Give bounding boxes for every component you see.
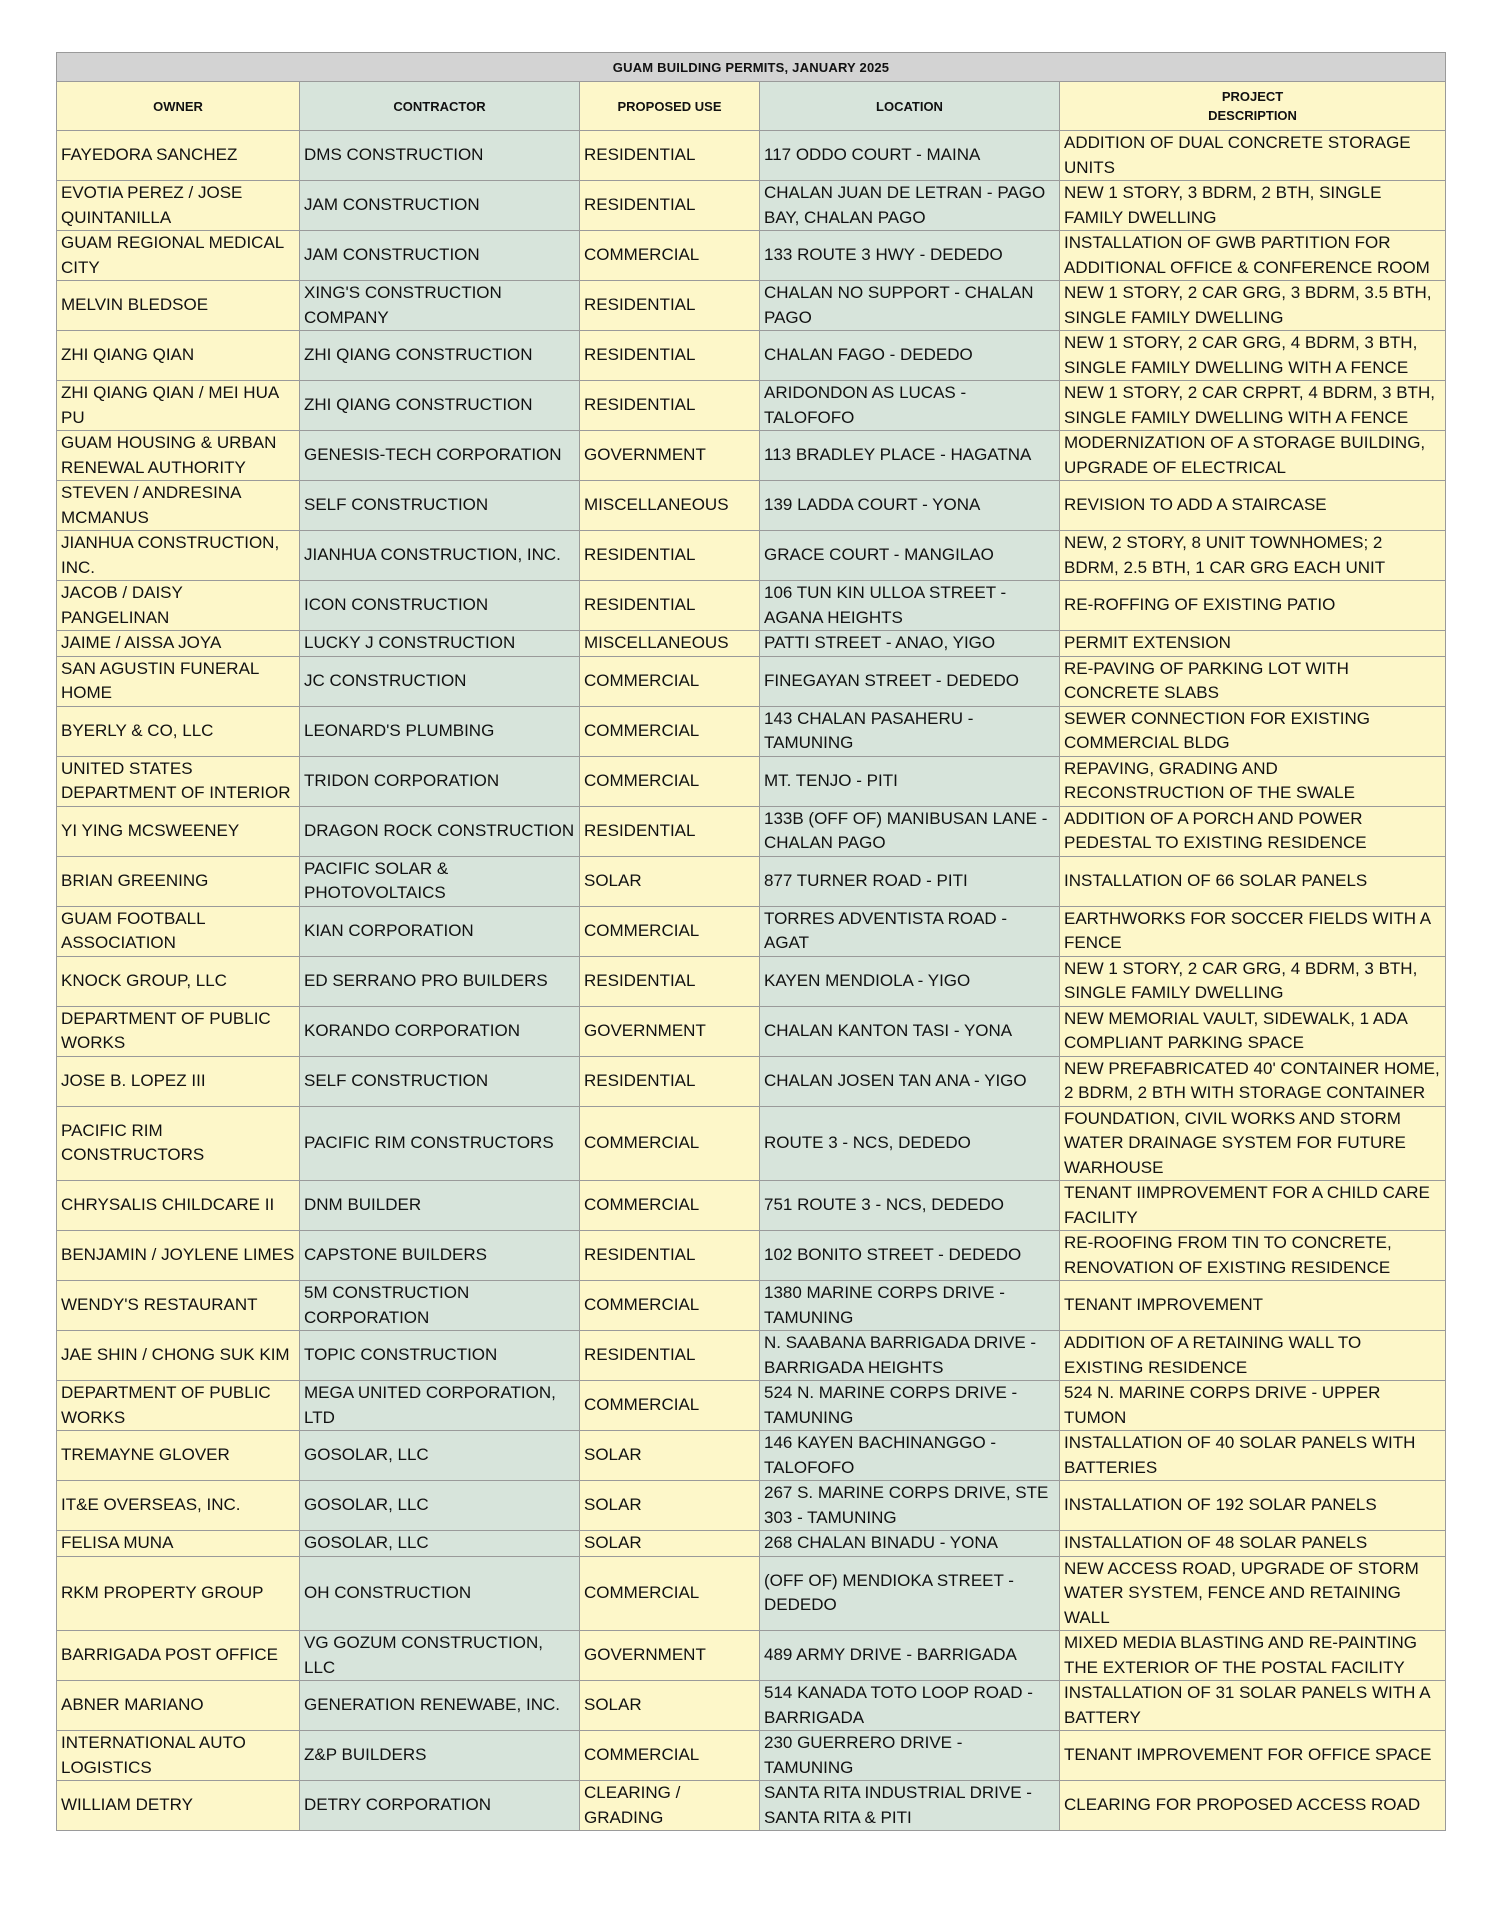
table-row [57, 481, 1446, 531]
table-row [57, 381, 1446, 431]
table-row [57, 581, 1446, 631]
cell-location: 268 CHALAN BINADU - YONA [760, 1531, 1060, 1557]
cell-location: 489 ARMY DRIVE - BARRIGADA [760, 1631, 1060, 1681]
cell-owner: CHRYSALIS CHILDCARE II [57, 1181, 300, 1231]
cell-owner: WENDY'S RESTAURANT [57, 1281, 300, 1331]
cell-proposed-use: SOLAR [580, 1531, 760, 1557]
table-row [57, 1431, 1446, 1481]
cell-proposed-use: COMMERCIAL [580, 1731, 760, 1781]
cell-contractor: PACIFIC SOLAR & PHOTOVOLTAICS [300, 856, 580, 906]
cell-location: ROUTE 3 - NCS, DEDEDO [760, 1106, 1060, 1181]
table-row [57, 1531, 1446, 1557]
table-row [57, 1106, 1446, 1181]
cell-project-description: CLEARING FOR PROPOSED ACCESS ROAD [1060, 1781, 1446, 1831]
cell-project-description: INSTALLATION OF 31 SOLAR PANELS WITH A BATTERY [1060, 1681, 1446, 1731]
cell-owner: STEVEN / ANDRESINA MCMANUS [57, 481, 300, 531]
table-row [57, 1481, 1446, 1531]
cell-project-description: EARTHWORKS FOR SOCCER FIELDS WITH A FENCE [1060, 906, 1446, 956]
cell-owner: GUAM REGIONAL MEDICAL CITY [57, 231, 300, 281]
cell-contractor: JAM CONSTRUCTION [300, 231, 580, 281]
cell-location: PATTI STREET - ANAO, YIGO [760, 631, 1060, 657]
cell-location: 751 ROUTE 3 - NCS, DEDEDO [760, 1181, 1060, 1231]
cell-owner: JOSE B. LOPEZ III [57, 1056, 300, 1106]
header-contractor: CONTRACTOR [300, 82, 580, 131]
cell-location: CHALAN NO SUPPORT - CHALAN PAGO [760, 281, 1060, 331]
cell-project-description: INSTALLATION OF 40 SOLAR PANELS WITH BATTERIES [1060, 1431, 1446, 1481]
cell-project-description: ADDITION OF DUAL CONCRETE STORAGE UNITS [1060, 131, 1446, 181]
cell-location: CHALAN JOSEN TAN ANA - YIGO [760, 1056, 1060, 1106]
cell-project-description: NEW ACCESS ROAD, UPGRADE OF STORM WATER SYSTEM, FENCE AND RETAINING WALL [1060, 1556, 1446, 1631]
cell-project-description: INSTALLATION OF 48 SOLAR PANELS [1060, 1531, 1446, 1557]
cell-location: CHALAN JUAN DE LETRAN - PAGO BAY, CHALAN PAGO [760, 181, 1060, 231]
table-row [57, 631, 1446, 657]
cell-location: 113 BRADLEY PLACE - HAGATNA [760, 431, 1060, 481]
cell-owner: FAYEDORA SANCHEZ [57, 131, 300, 181]
cell-contractor: KORANDO CORPORATION [300, 1006, 580, 1056]
cell-owner: JIANHUA CONSTRUCTION, INC. [57, 531, 300, 581]
header-project-description [1060, 82, 1446, 131]
cell-contractor: PACIFIC RIM CONSTRUCTORS [300, 1106, 580, 1181]
header-location: LOCATION [760, 82, 1060, 131]
table-row [57, 1281, 1446, 1331]
cell-contractor: LUCKY J CONSTRUCTION [300, 631, 580, 657]
cell-owner: SAN AGUSTIN FUNERAL HOME [57, 656, 300, 706]
cell-project-description: INSTALLATION OF GWB PARTITION FOR ADDITIONAL OFFICE & CONFERENCE ROOM [1060, 231, 1446, 281]
cell-contractor: XING'S CONSTRUCTION COMPANY [300, 281, 580, 331]
cell-location: 133 ROUTE 3 HWY - DEDEDO [760, 231, 1060, 281]
table-row [57, 906, 1446, 956]
cell-owner: EVOTIA PEREZ / JOSE QUINTANILLA [57, 181, 300, 231]
cell-owner: DEPARTMENT OF PUBLIC WORKS [57, 1006, 300, 1056]
cell-location: 267 S. MARINE CORPS DRIVE, STE 303 - TAMUNING [760, 1481, 1060, 1531]
table-row [57, 1731, 1446, 1781]
cell-location: ARIDONDON AS LUCAS - TALOFOFO [760, 381, 1060, 431]
cell-owner: WILLIAM DETRY [57, 1781, 300, 1831]
cell-proposed-use: RESIDENTIAL [580, 806, 760, 856]
cell-project-description: MODERNIZATION OF A STORAGE BUILDING, UPGRADE OF ELECTRICAL [1060, 431, 1446, 481]
cell-proposed-use: RESIDENTIAL [580, 1056, 760, 1106]
cell-location: TORRES ADVENTISTA ROAD - AGAT [760, 906, 1060, 956]
cell-proposed-use: GOVERNMENT [580, 431, 760, 481]
cell-proposed-use: COMMERCIAL [580, 756, 760, 806]
cell-owner: BYERLY & CO, LLC [57, 706, 300, 756]
cell-contractor: LEONARD'S PLUMBING [300, 706, 580, 756]
cell-contractor: CAPSTONE BUILDERS [300, 1231, 580, 1281]
cell-location: 1380 MARINE CORPS DRIVE - TAMUNING [760, 1281, 1060, 1331]
cell-location: 133B (OFF OF) MANIBUSAN LANE - CHALAN PAGO [760, 806, 1060, 856]
cell-proposed-use: RESIDENTIAL [580, 181, 760, 231]
cell-project-description: NEW 1 STORY, 2 CAR GRG, 4 BDRM, 3 BTH, SINGLE FAMILY DWELLING WITH A FENCE [1060, 331, 1446, 381]
cell-contractor: ZHI QIANG CONSTRUCTION [300, 381, 580, 431]
table-row [57, 131, 1446, 181]
cell-owner: JAIME / AISSA JOYA [57, 631, 300, 657]
table-row [57, 1181, 1446, 1231]
cell-contractor: GOSOLAR, LLC [300, 1431, 580, 1481]
cell-contractor: GOSOLAR, LLC [300, 1531, 580, 1557]
cell-location: GRACE COURT - MANGILAO [760, 531, 1060, 581]
cell-project-description: SEWER CONNECTION FOR EXISTING COMMERCIAL BLDG [1060, 706, 1446, 756]
table-row [57, 531, 1446, 581]
cell-contractor: DETRY CORPORATION [300, 1781, 580, 1831]
cell-location: N. SAABANA BARRIGADA DRIVE - BARRIGADA HEIGHTS [760, 1331, 1060, 1381]
table-row [57, 431, 1446, 481]
table-row [57, 1631, 1446, 1681]
table-row [57, 181, 1446, 231]
cell-proposed-use: SOLAR [580, 1431, 760, 1481]
cell-location: 117 ODDO COURT - MAINA [760, 131, 1060, 181]
cell-owner: ABNER MARIANO [57, 1681, 300, 1731]
cell-proposed-use: RESIDENTIAL [580, 381, 760, 431]
cell-contractor: KIAN CORPORATION [300, 906, 580, 956]
cell-project-description: NEW MEMORIAL VAULT, SIDEWALK, 1 ADA COMPLIANT PARKING SPACE [1060, 1006, 1446, 1056]
cell-location: 143 CHALAN PASAHERU - TAMUNING [760, 706, 1060, 756]
cell-owner: IT&E OVERSEAS, INC. [57, 1481, 300, 1531]
cell-proposed-use: SOLAR [580, 1681, 760, 1731]
cell-project-description: MIXED MEDIA BLASTING AND RE-PAINTING THE EXTERIOR OF THE POSTAL FACILITY [1060, 1631, 1446, 1681]
table-row [57, 856, 1446, 906]
cell-project-description: PERMIT EXTENSION [1060, 631, 1446, 657]
table-row [57, 1681, 1446, 1731]
cell-owner: GUAM HOUSING & URBAN RENEWAL AUTHORITY [57, 431, 300, 481]
cell-proposed-use: COMMERCIAL [580, 1181, 760, 1231]
cell-proposed-use: GOVERNMENT [580, 1006, 760, 1056]
cell-contractor: DMS CONSTRUCTION [300, 131, 580, 181]
cell-project-description: NEW, 2 STORY, 8 UNIT TOWNHOMES; 2 BDRM, 2.5 BTH, 1 CAR GRG EACH UNIT [1060, 531, 1446, 581]
cell-proposed-use: COMMERCIAL [580, 1106, 760, 1181]
cell-contractor: SELF CONSTRUCTION [300, 481, 580, 531]
cell-location: 230 GUERRERO DRIVE - TAMUNING [760, 1731, 1060, 1781]
table-row [57, 1381, 1446, 1431]
permits-table [56, 52, 1446, 1831]
cell-proposed-use: MISCELLANEOUS [580, 481, 760, 531]
cell-project-description: NEW 1 STORY, 2 CAR GRG, 4 BDRM, 3 BTH, SINGLE FAMILY DWELLING [1060, 956, 1446, 1006]
table-title: GUAM BUILDING PERMITS, JANUARY 2025 [57, 53, 1446, 82]
cell-location: 139 LADDA COURT - YONA [760, 481, 1060, 531]
cell-owner: TREMAYNE GLOVER [57, 1431, 300, 1481]
cell-project-description: NEW 1 STORY, 2 CAR CRPRT, 4 BDRM, 3 BTH, SINGLE FAMILY DWELLING WITH A FENCE [1060, 381, 1446, 431]
cell-owner: PACIFIC RIM CONSTRUCTORS [57, 1106, 300, 1181]
header-proposed-use: PROPOSED USE [580, 82, 760, 131]
cell-owner: ZHI QIANG QIAN [57, 331, 300, 381]
cell-contractor: OH CONSTRUCTION [300, 1556, 580, 1631]
cell-contractor: JC CONSTRUCTION [300, 656, 580, 706]
cell-contractor: DNM BUILDER [300, 1181, 580, 1231]
cell-owner: UNITED STATES DEPARTMENT OF INTERIOR [57, 756, 300, 806]
cell-project-description: RE-ROOFING FROM TIN TO CONCRETE, RENOVATION OF EXISTING RESIDENCE [1060, 1231, 1446, 1281]
cell-proposed-use: SOLAR [580, 856, 760, 906]
cell-proposed-use: RESIDENTIAL [580, 956, 760, 1006]
table-row [57, 231, 1446, 281]
cell-project-description: REVISION TO ADD A STAIRCASE [1060, 481, 1446, 531]
cell-owner: INTERNATIONAL AUTO LOGISTICS [57, 1731, 300, 1781]
cell-project-description: NEW 1 STORY, 3 BDRM, 2 BTH, SINGLE FAMILY DWELLING [1060, 181, 1446, 231]
cell-project-description: RE-ROFFING OF EXISTING PATIO [1060, 581, 1446, 631]
cell-project-description: INSTALLATION OF 66 SOLAR PANELS [1060, 856, 1446, 906]
cell-owner: DEPARTMENT OF PUBLIC WORKS [57, 1381, 300, 1431]
table-row [57, 706, 1446, 756]
header-row [57, 82, 1446, 131]
cell-project-description: RE-PAVING OF PARKING LOT WITH CONCRETE SLABS [1060, 656, 1446, 706]
cell-proposed-use: GOVERNMENT [580, 1631, 760, 1681]
cell-contractor: ZHI QIANG CONSTRUCTION [300, 331, 580, 381]
header-owner: OWNER [57, 82, 300, 131]
cell-contractor: 5M CONSTRUCTION CORPORATION [300, 1281, 580, 1331]
table-row [57, 1231, 1446, 1281]
cell-proposed-use: RESIDENTIAL [580, 1231, 760, 1281]
cell-owner: BENJAMIN / JOYLENE LIMES [57, 1231, 300, 1281]
cell-owner: MELVIN BLEDSOE [57, 281, 300, 331]
header-project-description-line2: DESCRIPTION [1208, 108, 1297, 123]
cell-owner: BARRIGADA POST OFFICE [57, 1631, 300, 1681]
cell-proposed-use: COMMERCIAL [580, 1556, 760, 1631]
table-row [57, 956, 1446, 1006]
cell-proposed-use: MISCELLANEOUS [580, 631, 760, 657]
title-row [57, 53, 1446, 82]
cell-location: 106 TUN KIN ULLOA STREET - AGANA HEIGHTS [760, 581, 1060, 631]
cell-project-description: NEW 1 STORY, 2 CAR GRG, 3 BDRM, 3.5 BTH, SINGLE FAMILY DWELLING [1060, 281, 1446, 331]
table-row [57, 1056, 1446, 1106]
cell-contractor: ICON CONSTRUCTION [300, 581, 580, 631]
cell-project-description: TENANT IMPROVEMENT FOR OFFICE SPACE [1060, 1731, 1446, 1781]
cell-project-description: TENANT IMPROVEMENT [1060, 1281, 1446, 1331]
cell-project-description: ADDITION OF A RETAINING WALL TO EXISTING RESIDENCE [1060, 1331, 1446, 1381]
cell-contractor: TRIDON CORPORATION [300, 756, 580, 806]
cell-location: KAYEN MENDIOLA - YIGO [760, 956, 1060, 1006]
cell-proposed-use: RESIDENTIAL [580, 281, 760, 331]
table-row [57, 331, 1446, 381]
cell-proposed-use: RESIDENTIAL [580, 531, 760, 581]
cell-project-description: REPAVING, GRADING AND RECONSTRUCTION OF THE SWALE [1060, 756, 1446, 806]
cell-contractor: GENESIS-TECH CORPORATION [300, 431, 580, 481]
table-row [57, 1331, 1446, 1381]
cell-contractor: GENERATION RENEWABE, INC. [300, 1681, 580, 1731]
cell-location: 877 TURNER ROAD - PITI [760, 856, 1060, 906]
header-project-description-line1: PROJECT [1221, 89, 1284, 104]
cell-owner: JAE SHIN / CHONG SUK KIM [57, 1331, 300, 1381]
cell-proposed-use: COMMERCIAL [580, 706, 760, 756]
table-row [57, 1781, 1446, 1831]
cell-contractor: DRAGON ROCK CONSTRUCTION [300, 806, 580, 856]
cell-location: CHALAN KANTON TASI - YONA [760, 1006, 1060, 1056]
cell-contractor: VG GOZUM CONSTRUCTION, LLC [300, 1631, 580, 1681]
cell-location: FINEGAYAN STREET - DEDEDO [760, 656, 1060, 706]
cell-contractor: Z&P BUILDERS [300, 1731, 580, 1781]
table-row [57, 756, 1446, 806]
cell-location: 102 BONITO STREET - DEDEDO [760, 1231, 1060, 1281]
cell-owner: KNOCK GROUP, LLC [57, 956, 300, 1006]
table-row [57, 1556, 1446, 1631]
cell-contractor: ED SERRANO PRO BUILDERS [300, 956, 580, 1006]
cell-project-description: ADDITION OF A PORCH AND POWER PEDESTAL TO EXISTING RESIDENCE [1060, 806, 1446, 856]
table-row [57, 656, 1446, 706]
cell-location: CHALAN FAGO - DEDEDO [760, 331, 1060, 381]
cell-proposed-use: COMMERCIAL [580, 1381, 760, 1431]
cell-owner: JACOB / DAISY PANGELINAN [57, 581, 300, 631]
cell-location: MT. TENJO - PITI [760, 756, 1060, 806]
cell-owner: YI YING MCSWEENEY [57, 806, 300, 856]
cell-contractor: JAM CONSTRUCTION [300, 181, 580, 231]
cell-contractor: TOPIC CONSTRUCTION [300, 1331, 580, 1381]
table-row [57, 281, 1446, 331]
cell-owner: FELISA MUNA [57, 1531, 300, 1557]
cell-location: 514 KANADA TOTO LOOP ROAD - BARRIGADA [760, 1681, 1060, 1731]
cell-owner: GUAM FOOTBALL ASSOCIATION [57, 906, 300, 956]
cell-proposed-use: COMMERCIAL [580, 1281, 760, 1331]
cell-proposed-use: SOLAR [580, 1481, 760, 1531]
cell-proposed-use: RESIDENTIAL [580, 331, 760, 381]
table-row [57, 806, 1446, 856]
cell-project-description: INSTALLATION OF 192 SOLAR PANELS [1060, 1481, 1446, 1531]
cell-proposed-use: CLEARING / GRADING [580, 1781, 760, 1831]
cell-owner: ZHI QIANG QIAN / MEI HUA PU [57, 381, 300, 431]
cell-proposed-use: COMMERCIAL [580, 656, 760, 706]
cell-proposed-use: RESIDENTIAL [580, 581, 760, 631]
cell-location: 146 KAYEN BACHINANGGO - TALOFOFO [760, 1431, 1060, 1481]
cell-owner: BRIAN GREENING [57, 856, 300, 906]
cell-proposed-use: COMMERCIAL [580, 231, 760, 281]
cell-proposed-use: COMMERCIAL [580, 906, 760, 956]
cell-proposed-use: RESIDENTIAL [580, 131, 760, 181]
cell-owner: RKM PROPERTY GROUP [57, 1556, 300, 1631]
cell-location: (OFF OF) MENDIOKA STREET - DEDEDO [760, 1556, 1060, 1631]
cell-project-description: TENANT IIMPROVEMENT FOR A CHILD CARE FACILITY [1060, 1181, 1446, 1231]
cell-location: SANTA RITA INDUSTRIAL DRIVE - SANTA RITA & PITI [760, 1781, 1060, 1831]
table-row [57, 1006, 1446, 1056]
cell-proposed-use: RESIDENTIAL [580, 1331, 760, 1381]
cell-contractor: GOSOLAR, LLC [300, 1481, 580, 1531]
cell-contractor: JIANHUA CONSTRUCTION, INC. [300, 531, 580, 581]
cell-project-description: 524 N. MARINE CORPS DRIVE - UPPER TUMON [1060, 1381, 1446, 1431]
cell-contractor: SELF CONSTRUCTION [300, 1056, 580, 1106]
cell-project-description: NEW PREFABRICATED 40' CONTAINER HOME, 2 BDRM, 2 BTH WITH STORAGE CONTAINER [1060, 1056, 1446, 1106]
cell-contractor: MEGA UNITED CORPORATION, LTD [300, 1381, 580, 1431]
cell-location: 524 N. MARINE CORPS DRIVE - TAMUNING [760, 1381, 1060, 1431]
cell-project-description: FOUNDATION, CIVIL WORKS AND STORM WATER DRAINAGE SYSTEM FOR FUTURE WARHOUSE [1060, 1106, 1446, 1181]
